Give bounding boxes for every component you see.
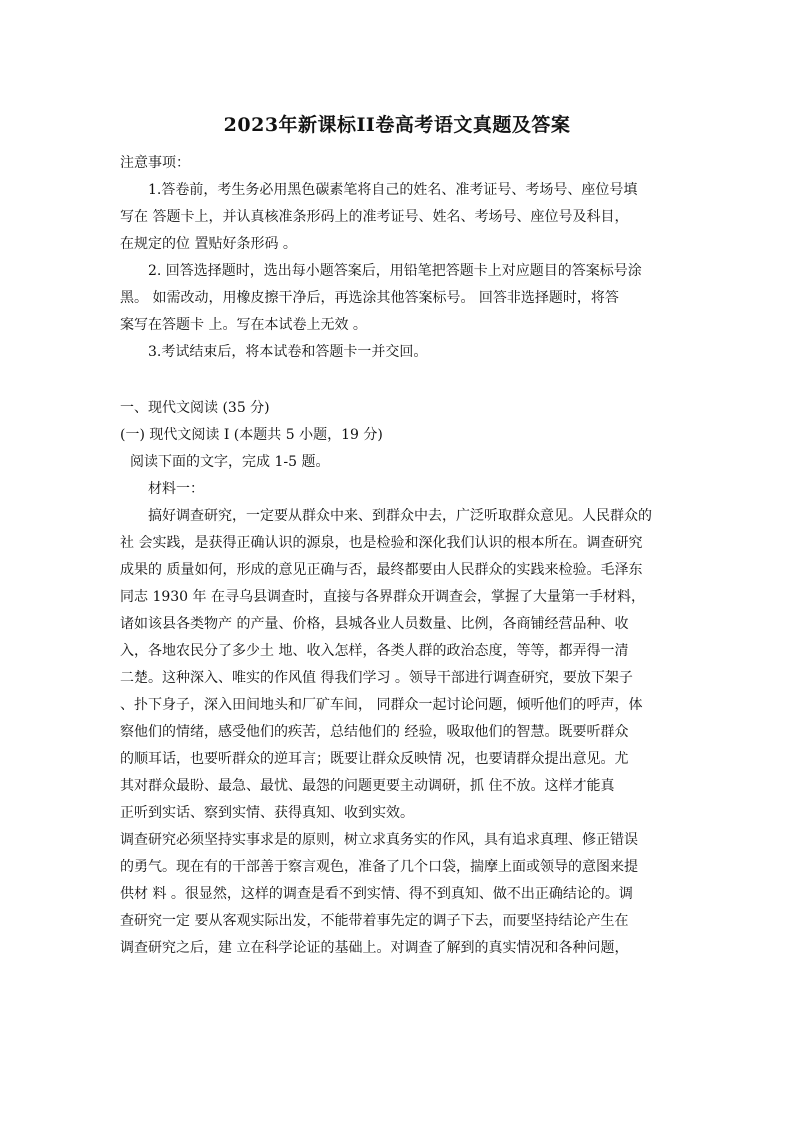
notice-2-line-1: 2. 回答选择题时，选出每小题答案后，用铅笔把答题卡上对应题目的答案标号涂 [148, 263, 642, 279]
notice-1-line-3: 在规定的位 置贴好条形码 。 [120, 236, 297, 252]
document-title: 2023年新课标II卷高考语文真题及答案 [223, 114, 571, 136]
paragraph-2-line-4: 查研究一定 要从客观实际出发，不能带着事先定的调子下去，而要坚持结论产生在 [120, 913, 629, 929]
notice-3: 3.考试结束后，将本试卷和答题卡一并交回。 [148, 344, 428, 360]
material-label: 材料一： [148, 481, 204, 497]
section-gap [120, 366, 680, 395]
paragraph-2-line-5: 调查研究之后，建 立在科学论证的基础上。对调查了解到的真实情况和各种问题， [120, 940, 629, 956]
paragraph-2-line-2: 的勇气。现在有的干部善于察言观色，准备了几个口袋，揣摩上面或领导的意图来提 [120, 859, 638, 875]
reading-instruction: 阅读下面的文字，完成 1-5 题。 [130, 454, 330, 470]
document-body [120, 150, 680, 962]
paragraph-1-line-6: 入，各地农民分了多少土 地、收入怎样，各类人群的政治态度，等等，都弄得一清 [120, 643, 629, 659]
paragraph-1-line-12: 正听到实话、察到实情、获得真知、收到实效。 [120, 805, 414, 821]
subsection-heading: (一) 现代文阅读 I (本题共 5 小题，19 分) [120, 427, 383, 443]
paragraph-1-line-2: 社 会实践，是获得正确认识的源泉，也是检验和深化我们认识的根本所在。调查研究 [120, 535, 643, 551]
paragraph-1-line-8: 、扑下身子，深入田间地头和厂矿车间， 同群众一起讨论问题，倾听他们的呼声，体 [120, 697, 643, 713]
notice-2-line-3: 案写在答题卡 上。写在本试卷上无效 。 [120, 317, 367, 333]
paragraph-1-line-9: 察他们的情绪，感受他们的疾苦，总结他们的 经验，吸取他们的智慧。既要听群众 [120, 724, 629, 740]
paragraph-1-line-10: 的顺耳话，也要听群众的逆耳言；既要让群众反映情 况，也要请群众提出意见。尤 [120, 751, 629, 767]
paragraph-1-line-11: 其对群众最盼、最急、最忧、最怨的问题更要主动调研，抓 住不放。这样才能真 [120, 778, 615, 794]
paragraph-2-line-1: 调查研究必须坚持实事求是的原则，树立求真务实的作风，具有追求真理、修正错误 [120, 832, 638, 848]
paragraph-1-line-1: 搞好调查研究，一定要从群众中来、到群众中去，广泛听取群众意见。人民群众的 [148, 508, 652, 524]
paragraph-1-line-3: 成果的 质量如何，形成的意见正确与否，最终都要由人民群众的实践来检验。毛泽东 [120, 562, 643, 578]
paragraph-1-line-4: 同志 1930 年 在寻乌县调查时，直接与各界群众开调查会，掌握了大量第一手材料， [120, 589, 645, 605]
notice-1-line-2: 写在 答题卡上，并认真核准条形码上的准考证号、姓名、考场号、座位号及科目， [120, 209, 629, 225]
notice-2-line-2: 黑。 如需改动，用橡皮擦干净后，再选涂其他答案标号。 回答非选择题时，将答 [120, 290, 619, 306]
notice-heading: 注意事项： [120, 155, 190, 171]
paragraph-1-line-7: 二楚。这种深入、唯实的作风值 得我们学习 。领导干部进行调查研究，要放下架子 [120, 670, 633, 686]
paragraph-1-line-5: 诸如该县各类物产 的产量、价格，县城各业人员数量、比例，各商铺经营品种、收 [120, 616, 629, 632]
paragraph-2-line-3: 供材 料 。很显然，这样的调查是看不到实情、得不到真知、做不出正确结论的。调 [120, 886, 633, 902]
section-heading: 一、现代文阅读 (35 分) [120, 400, 270, 416]
notice-1-line-1: 1.答卷前，考生务必用黑色碳素笔将自己的姓名、准考证号、考场号、座位号填 [148, 182, 638, 198]
